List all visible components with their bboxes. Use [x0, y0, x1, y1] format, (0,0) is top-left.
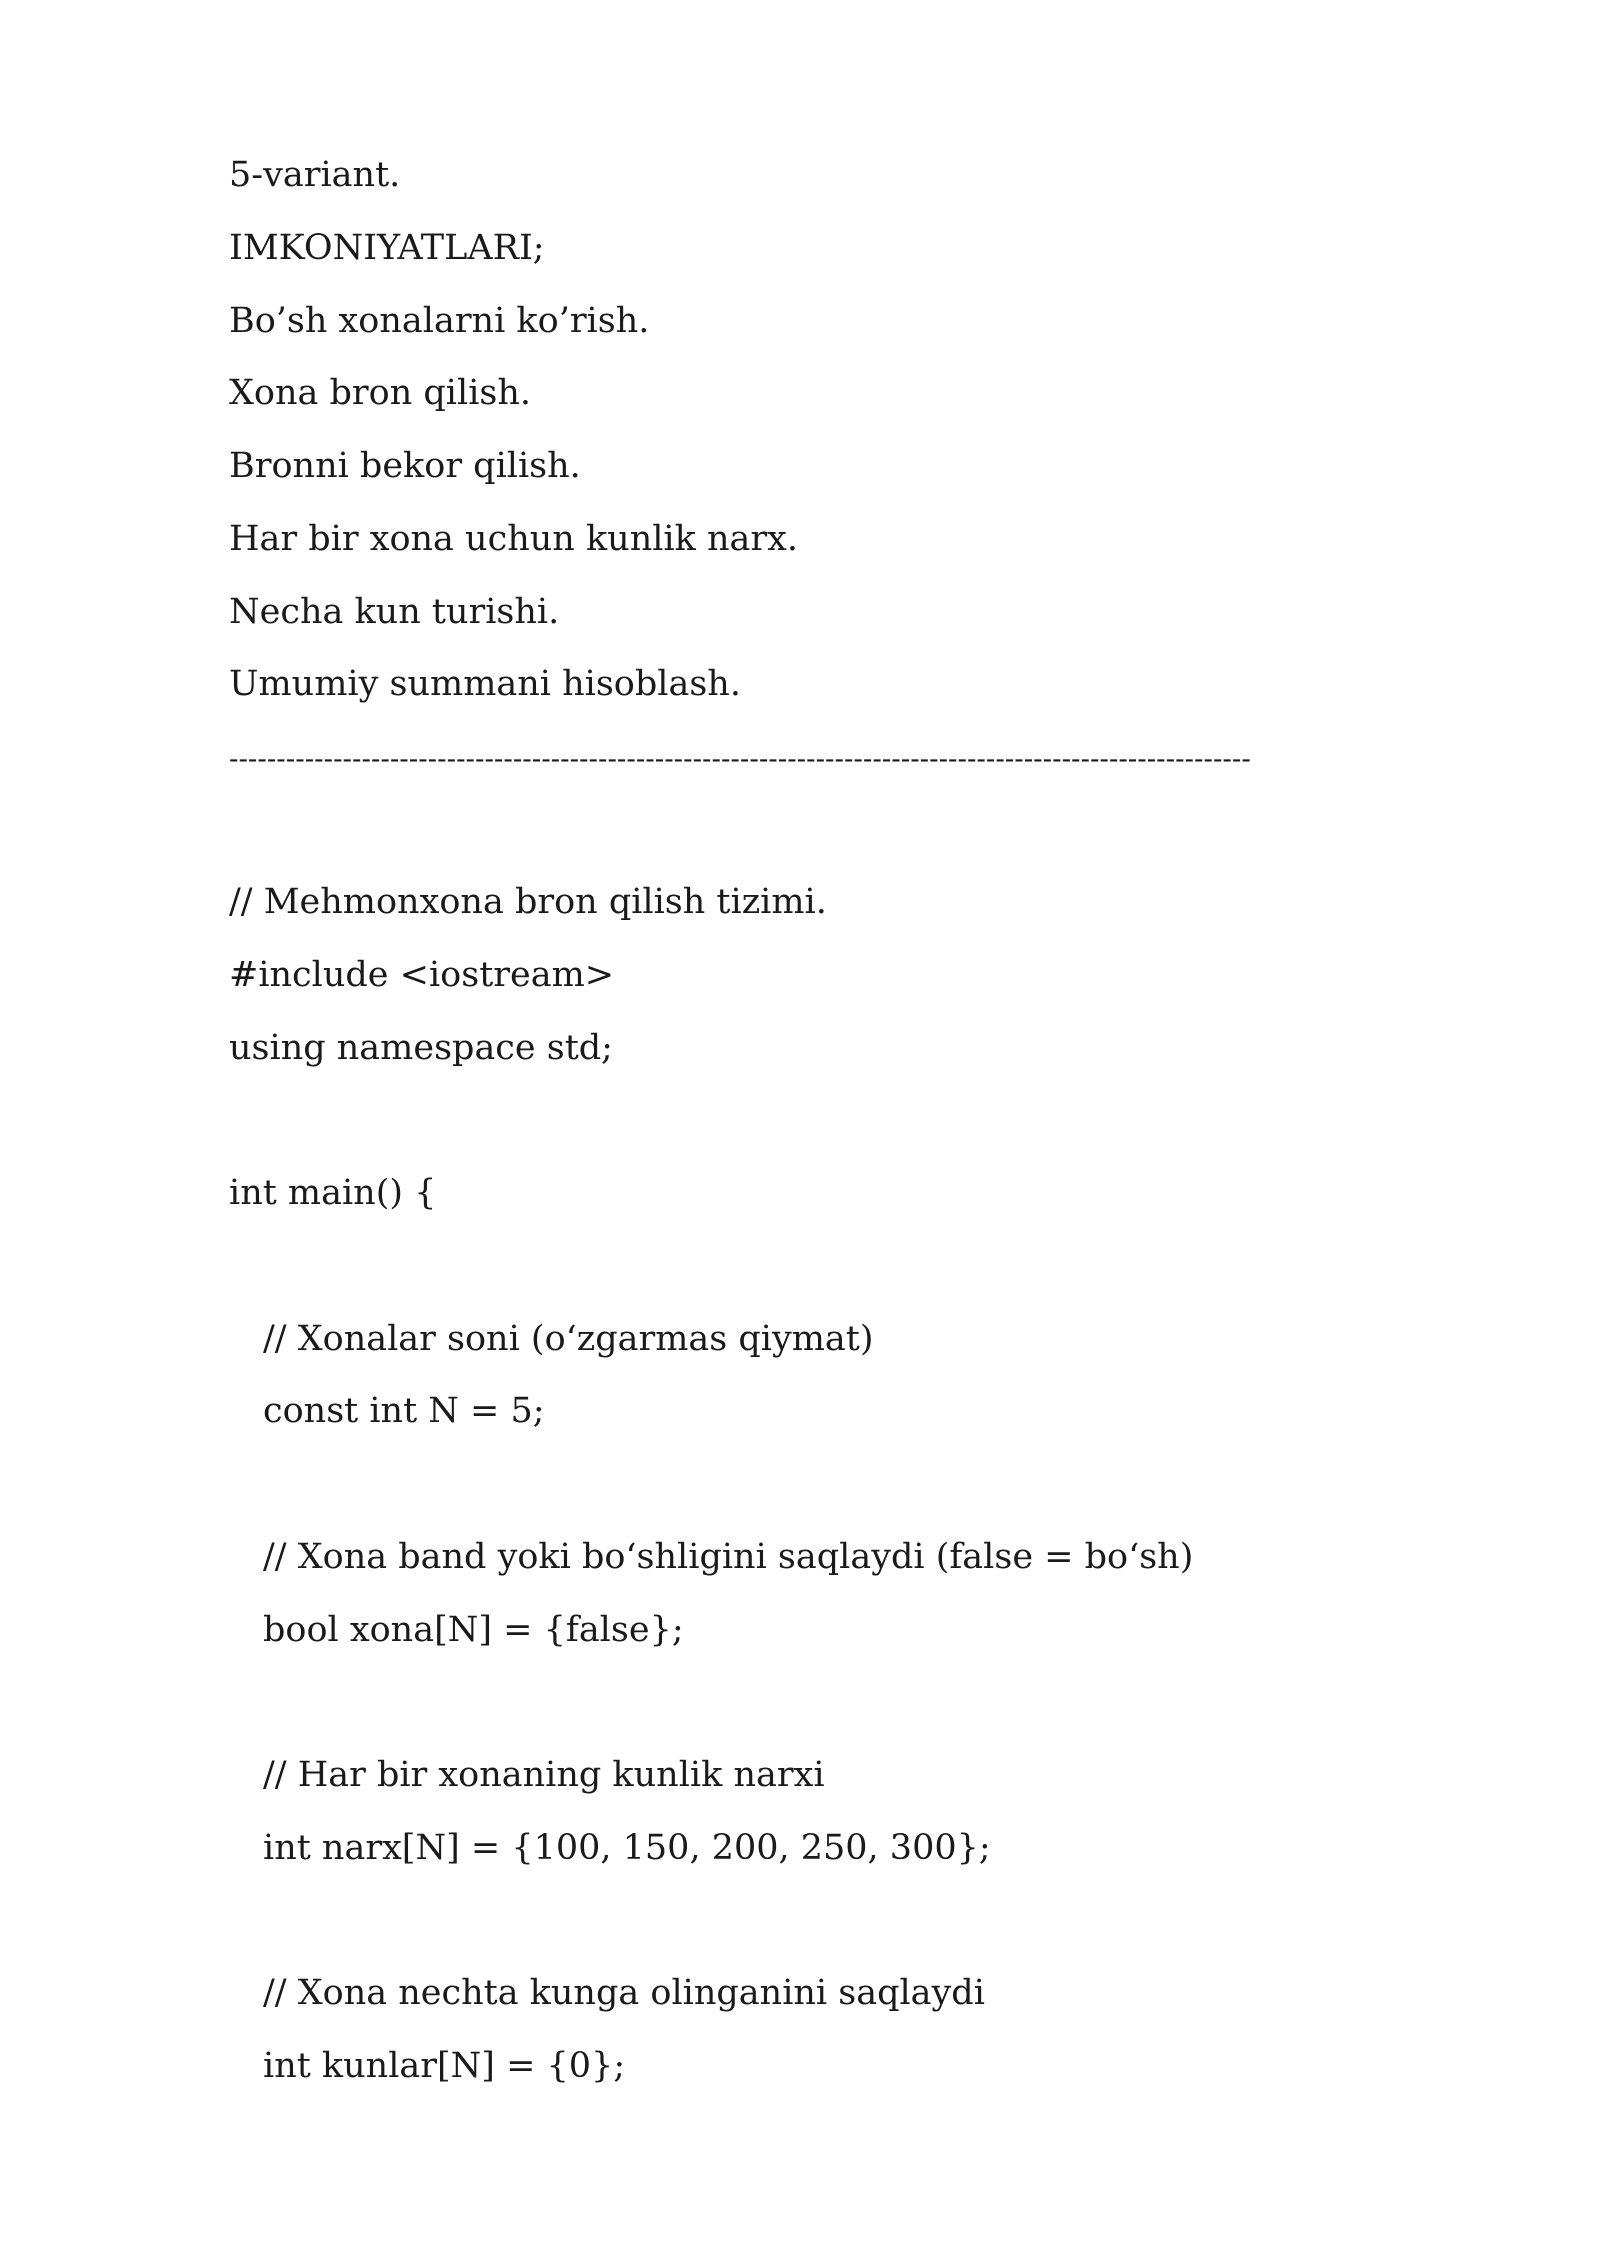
code-line: int main() {	[229, 1173, 437, 1213]
feature-item: Umumiy summani hisoblash.	[229, 664, 741, 704]
code-line: bool xona[N] = {false};	[263, 1610, 684, 1650]
features-title: IMKONIYATLARI;	[229, 228, 545, 268]
code-line: #include <iostream>	[229, 955, 615, 995]
feature-item: Xona bron qilish.	[229, 373, 532, 413]
code-line: // Har bir xonaning kunlik narxi	[263, 1755, 825, 1795]
code-line: int narx[N] = {100, 150, 200, 250, 300};	[263, 1828, 991, 1868]
variant-heading: 5-variant.	[229, 155, 401, 195]
code-line: // Xona band yoki bo‘shligini saqlaydi (false = bo‘sh)	[263, 1537, 1194, 1577]
code-line: using namespace std;	[229, 1028, 613, 1068]
code-line: // Xonalar soni (o‘zgarmas qiymat)	[263, 1319, 874, 1359]
feature-item: Har bir xona uchun kunlik narx.	[229, 519, 798, 559]
feature-item: Necha kun turishi.	[229, 592, 560, 632]
feature-item: Bo’sh xonalarni ko’rish.	[229, 301, 650, 341]
separator-line: ------------------------------------------------------------------------------------------------------------	[229, 742, 1251, 775]
code-line: const int N = 5;	[263, 1391, 545, 1431]
code-line: // Mehmonxona bron qilish tizimi.	[229, 882, 827, 922]
code-line: int kunlar[N] = {0};	[263, 2046, 626, 2086]
code-line: // Xona nechta kunga olinganini saqlaydi	[263, 1973, 985, 2013]
feature-item: Bronni bekor qilish.	[229, 446, 581, 486]
